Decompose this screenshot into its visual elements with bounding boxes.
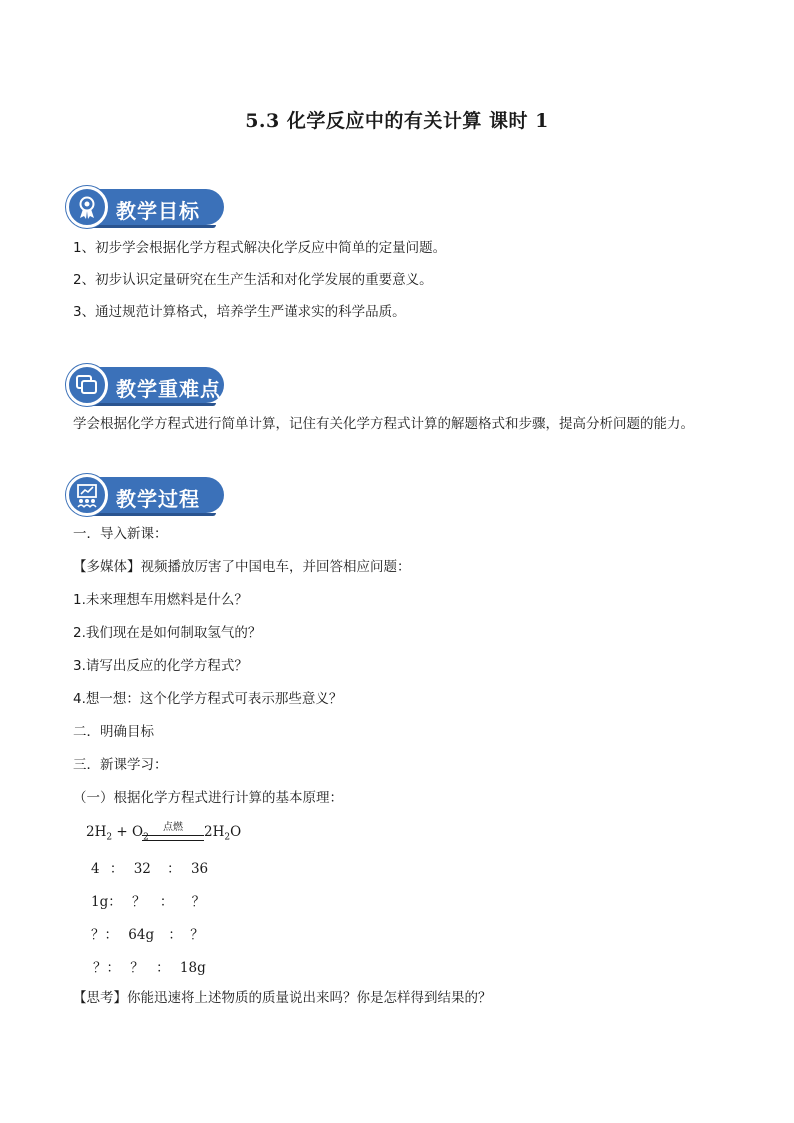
process-line-7: 二．明确目标 — [73, 724, 154, 740]
process-line-3: 1.未来理想车用燃料是什么？ — [73, 592, 248, 608]
ratio-row-4: ？： ？ ： 18g — [93, 960, 206, 976]
section-title-keypoints: 教学重难点 — [116, 377, 221, 401]
equation-product: $2H_2O$ — [204, 824, 242, 843]
goal-item-3: 3、通过规范计算格式，培养学生严谨求实的科学品质。 — [73, 304, 406, 320]
equation-arrow — [142, 823, 204, 841]
process-line-1: 一．导入新课： — [73, 526, 168, 542]
page-title: 5.3 化学反应中的有关计算 课时 1 — [245, 110, 549, 132]
award-ribbon-icon — [66, 186, 108, 228]
process-line-9: （一）根据化学方程式进行计算的基本原理： — [73, 790, 343, 806]
section-title-process: 教学过程 — [116, 487, 200, 511]
ratio-row-3: ？： 64g ： ？ — [91, 927, 204, 943]
section-banner-goals — [66, 186, 226, 228]
process-line-6: 4.想一想：这个化学方程式可表示那些意义？ — [73, 691, 343, 707]
section-title-goals: 教学目标 — [116, 199, 200, 223]
stacked-cards-icon — [66, 364, 108, 406]
process-line-2: 【多媒体】视频播放厉害了中国电车，并回答相应问题： — [73, 559, 411, 575]
section-banner-keypoints — [66, 364, 226, 406]
process-line-8: 三．新课学习： — [73, 757, 168, 773]
think-line: 【思考】你能迅速将上述物质的质量说出来吗？你是怎样得到结果的？ — [73, 990, 492, 1006]
presentation-chart-icon — [66, 474, 108, 516]
equation-reactants: $2H_2 + O_2$ — [86, 824, 149, 843]
section-banner-process — [66, 474, 226, 516]
keypoints-text: 学会根据化学方程式进行简单计算，记住有关化学方程式计算的解题格式和步骤，提高分析问题的能力。 — [73, 416, 694, 432]
process-line-5: 3.请写出反应的化学方程式？ — [73, 658, 248, 674]
ratio-row-1: 4 ： 32 ： 36 — [91, 861, 209, 877]
process-line-4: 2.我们现在是如何制取氢气的？ — [73, 625, 262, 641]
reaction-condition: 点燃 — [163, 822, 183, 833]
goal-item-2: 2、初步认识定量研究在生产生活和对化学发展的重要意义。 — [73, 272, 433, 288]
goal-item-1: 1、初步学会根据化学方程式解决化学反应中简单的定量问题。 — [73, 240, 447, 256]
ratio-row-2: 1g： ？ ： ？ — [91, 894, 206, 910]
